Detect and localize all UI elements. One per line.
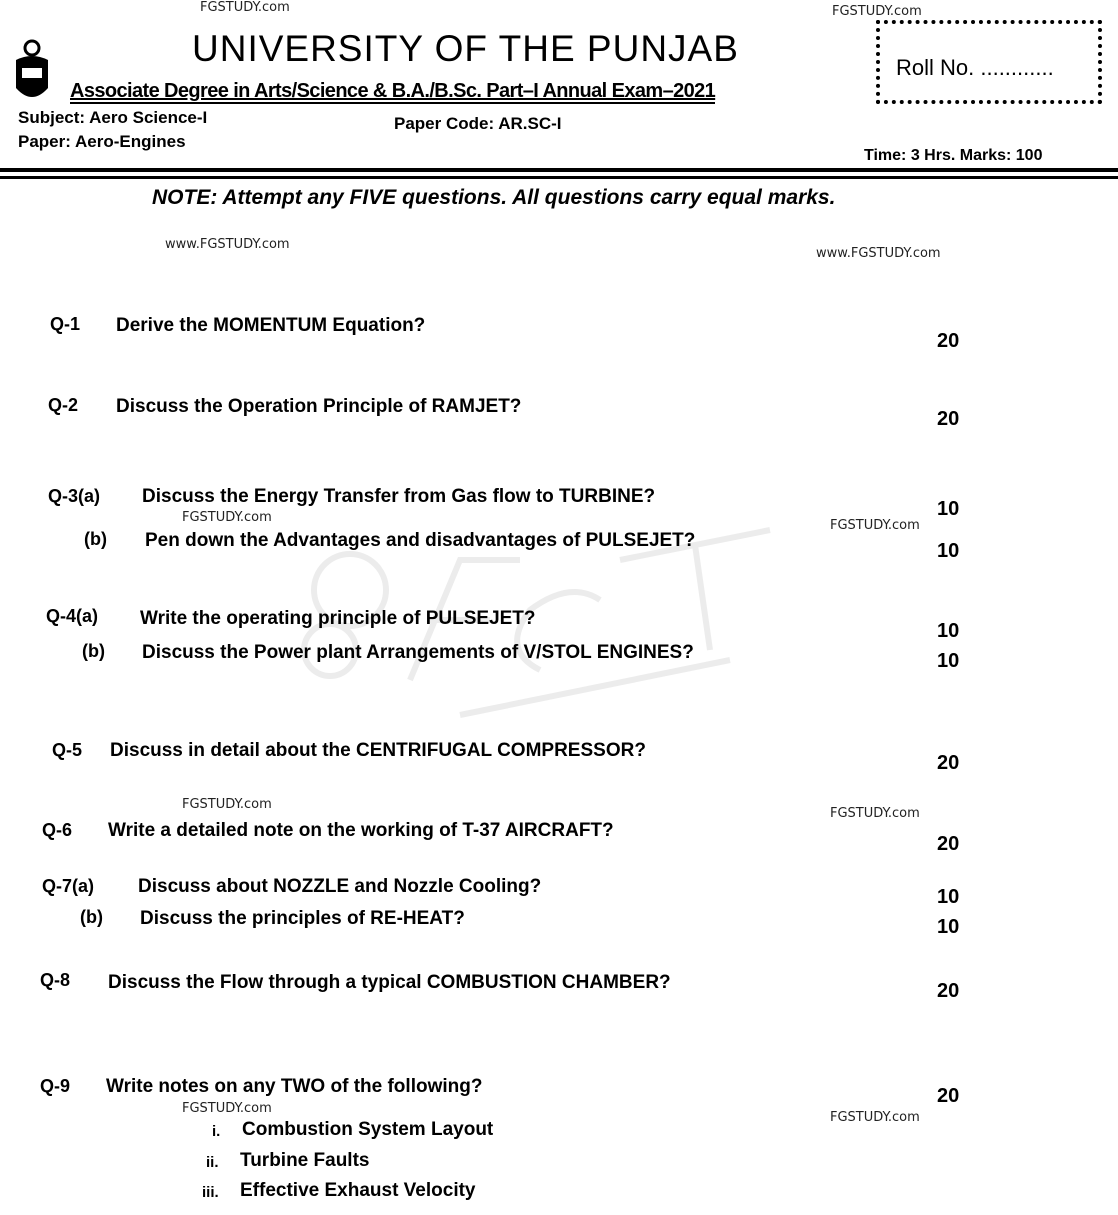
question-marks: 10 (937, 498, 960, 520)
instructions-note: NOTE: Attempt any FIVE questions. All questions carry equal marks. (152, 186, 836, 209)
question-number: Q-5 (52, 740, 83, 760)
roll-number-box (876, 20, 1102, 104)
subitem-text: Effective Exhaust Velocity (240, 1180, 476, 1201)
question-marks: 20 (937, 833, 960, 855)
question-text: Discuss about NOZZLE and Nozzle Cooling? (138, 876, 542, 897)
watermark-text: FGSTUDY.com (182, 797, 272, 812)
paper-name: Paper: Aero-Engines (18, 132, 186, 151)
question-marks: 20 (937, 408, 960, 430)
question-text: Write notes on any TWO of the following? (106, 1076, 483, 1097)
question-marks: 10 (937, 620, 960, 642)
question-marks: 10 (937, 650, 960, 672)
question-number: Q-8 (40, 970, 71, 990)
question-marks: 20 (937, 752, 960, 774)
question-number: Q-6 (42, 820, 73, 840)
question-number: Q-2 (48, 395, 79, 415)
question-text: Pen down the Advantages and disadvantages of PULSEJET? (145, 530, 696, 551)
question-number: (b) (82, 641, 105, 661)
university-crest-icon (10, 38, 54, 108)
question-text: Discuss the Power plant Arrangements of V/STOL ENGINES? (142, 642, 694, 663)
paper-code: Paper Code: AR.SC-I (394, 114, 562, 133)
question-text: Discuss the Operation Principle of RAMJET? (116, 396, 522, 417)
question-marks: 20 (937, 980, 960, 1002)
question-number: (b) (80, 907, 103, 927)
roll-number-label: Roll No. ............ (896, 55, 1054, 80)
question-number: Q-9 (40, 1076, 71, 1096)
subitem-text: Combustion System Layout (242, 1119, 494, 1140)
question-number: Q-1 (50, 314, 81, 334)
question-text: Discuss the principles of RE-HEAT? (140, 908, 465, 929)
watermark-text: www.FGSTUDY.com (816, 246, 941, 261)
subitem-number: ii. (206, 1154, 219, 1171)
watermark-text: FGSTUDY.com (832, 4, 922, 19)
divider (0, 176, 1118, 179)
question-text: Discuss in detail about the CENTRIFUGAL COMPRESSOR? (110, 740, 646, 761)
question-marks: 10 (937, 886, 960, 908)
watermark-text: FGSTUDY.com (182, 1101, 272, 1116)
question-number: Q-7(a) (42, 876, 95, 896)
question-text: Derive the MOMENTUM Equation? (116, 315, 426, 336)
watermark-text: FGSTUDY.com (200, 0, 290, 15)
question-marks: 10 (937, 916, 960, 938)
watermark-text: FGSTUDY.com (182, 510, 272, 525)
question-number: Q-3(a) (48, 486, 101, 506)
question-text: Discuss the Flow through a typical COMBUSTION CHAMBER? (108, 972, 671, 993)
question-marks: 20 (937, 330, 960, 352)
question-marks: 20 (937, 1085, 960, 1107)
watermark-text: FGSTUDY.com (830, 518, 920, 533)
divider (0, 168, 1118, 172)
university-title: UNIVERSITY OF THE PUNJAB (192, 28, 739, 69)
subitem-text: Turbine Faults (240, 1150, 370, 1171)
question-number: Q-4(a) (46, 606, 99, 626)
watermark-text: FGSTUDY.com (830, 806, 920, 821)
subitem-number: i. (212, 1123, 221, 1140)
time-marks: Time: 3 Hrs. Marks: 100 (864, 147, 1043, 164)
question-text: Discuss the Energy Transfer from Gas flow to TURBINE? (142, 486, 656, 507)
exam-title: Associate Degree in Arts/Science & B.A./B.Sc. Part–I Annual Exam–2021 (70, 80, 716, 102)
subitem-number: iii. (202, 1184, 219, 1201)
question-number: (b) (84, 529, 107, 549)
watermark-text: www.FGSTUDY.com (165, 237, 290, 252)
subject: Subject: Aero Science-I (18, 108, 208, 127)
question-marks: 10 (937, 540, 960, 562)
question-text: Write a detailed note on the working of T-37 AIRCRAFT? (108, 820, 614, 841)
watermark-text: FGSTUDY.com (830, 1110, 920, 1125)
question-text: Write the operating principle of PULSEJET? (140, 608, 536, 629)
